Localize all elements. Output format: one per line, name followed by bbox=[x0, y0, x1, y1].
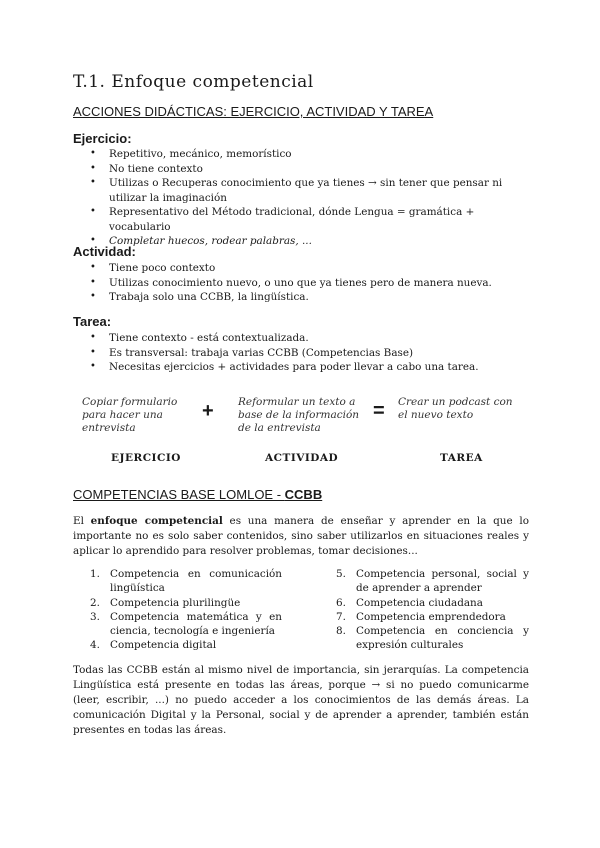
list-item: • Representativo del Método tradicional, dónde Lengua = gramática + vocabulario bbox=[73, 205, 533, 234]
list-item bbox=[336, 596, 529, 610]
item-number: 7. bbox=[336, 610, 346, 623]
item-number: 5. bbox=[336, 568, 346, 580]
item-text: Competencia plurilingüe bbox=[110, 596, 241, 609]
item-number: 2. bbox=[90, 596, 100, 609]
item-text: Competencia digital bbox=[110, 639, 217, 652]
intro-pre: El bbox=[73, 515, 91, 527]
item-text: Competencia en comunicación lingüística bbox=[110, 568, 282, 595]
intro-paragraph bbox=[73, 514, 529, 559]
ejercicio-list bbox=[73, 147, 533, 249]
competencias-list-left bbox=[90, 567, 282, 653]
item-text: Competencia emprendedora bbox=[356, 610, 506, 623]
item-text: Competencia en conciencia y expresión culturales bbox=[356, 625, 529, 652]
intro-post: es una manera de enseñar y aprender en la que lo importante no es solo saber contenidos, sino saber utilizarlos en situaciones reales y aplicar lo aprendido para resolver problemas, tomar decisiones... bbox=[73, 515, 529, 557]
list-item bbox=[90, 596, 282, 610]
tarea-list bbox=[73, 331, 533, 375]
list-item bbox=[90, 610, 282, 639]
equals-sign: = bbox=[373, 400, 385, 422]
page-title: T.1. Enfoque competencial bbox=[73, 72, 314, 92]
list-item: • No tiene contexto bbox=[73, 162, 533, 177]
ejercicio-example-text: Copiar formulario para hacer una entrevista bbox=[82, 396, 178, 434]
list-item: • Utilizas o Recuperas conocimiento que ya tienes → sin tener que pensar ni utilizar la imaginación bbox=[73, 176, 533, 205]
competencias-list-right bbox=[336, 567, 529, 653]
list-item bbox=[90, 567, 282, 596]
plus-sign: + bbox=[202, 400, 214, 422]
list-item bbox=[336, 610, 529, 624]
tarea-example-text: Crear un podcast con el nuevo texto bbox=[398, 396, 513, 421]
item-number: 3. bbox=[90, 610, 100, 623]
list-item bbox=[90, 638, 282, 652]
tarea-label: TAREA bbox=[440, 452, 483, 464]
list-item: • Completar huecos, rodear palabras, ... bbox=[73, 234, 533, 249]
item-text: Competencia personal, social y de aprender a aprender bbox=[356, 568, 529, 595]
list-item: • Necesitas ejercicios + actividades para poder llevar a cabo una tarea. bbox=[73, 360, 533, 375]
list-item: • Tiene contexto - está contextualizada. bbox=[73, 331, 533, 346]
section-heading-acciones: ACCIONES DIDÁCTICAS: EJERCICIO, ACTIVIDAD Y TAREA bbox=[73, 104, 434, 119]
item-number: 4. bbox=[90, 639, 100, 652]
list-item: • Es transversal: trabaja varias CCBB (Competencias Base) bbox=[73, 346, 533, 361]
actividad-label: ACTIVIDAD bbox=[265, 452, 339, 464]
heading-text: COMPETENCIAS BASE LOMLOE - bbox=[73, 487, 285, 502]
item-number: 6. bbox=[336, 596, 346, 609]
intro-bold: enfoque competencial bbox=[90, 515, 223, 527]
actividad-list bbox=[73, 261, 533, 305]
list-item bbox=[336, 567, 529, 596]
list-item bbox=[336, 624, 529, 653]
closing-paragraph: Todas las CCBB están al mismo nivel de importancia, sin jerarquías. La competencia Lingüística está presente en todas las áreas, porque → si no puedo comunicarme (leer, escribir, ...) no puedo acceder a los conocimientos de las demás áreas. La comunicación Digital y la Personal, social y de aprender a aprender, también están presentes en todas las áreas. bbox=[73, 664, 529, 736]
section-heading-competencias bbox=[73, 487, 322, 502]
list-item: • Repetitivo, mecánico, memorístico bbox=[73, 147, 533, 162]
item-number: 8. bbox=[336, 625, 346, 638]
list-item: • Tiene poco contexto bbox=[73, 261, 533, 276]
item-text: Competencia ciudadana bbox=[356, 596, 483, 609]
ejercicio-label: EJERCICIO bbox=[111, 452, 181, 464]
item-text: Competencia matemática y en ciencia, tecnología e ingeniería bbox=[110, 610, 282, 638]
heading-bold-text: CCBB bbox=[284, 487, 323, 502]
tarea-heading: Tarea: bbox=[73, 314, 112, 329]
ejercicio-heading: Ejercicio: bbox=[73, 131, 132, 146]
actividad-example-text: Reformular un texto a base de la información de la entrevista bbox=[238, 396, 360, 434]
item-number: 1. bbox=[90, 568, 100, 580]
list-item: • Utilizas conocimiento nuevo, o uno que ya tienes pero de manera nueva. bbox=[73, 276, 533, 291]
list-item: • Trabaja solo una CCBB, la lingüística. bbox=[73, 290, 533, 305]
actividad-heading: Actividad: bbox=[73, 244, 136, 259]
